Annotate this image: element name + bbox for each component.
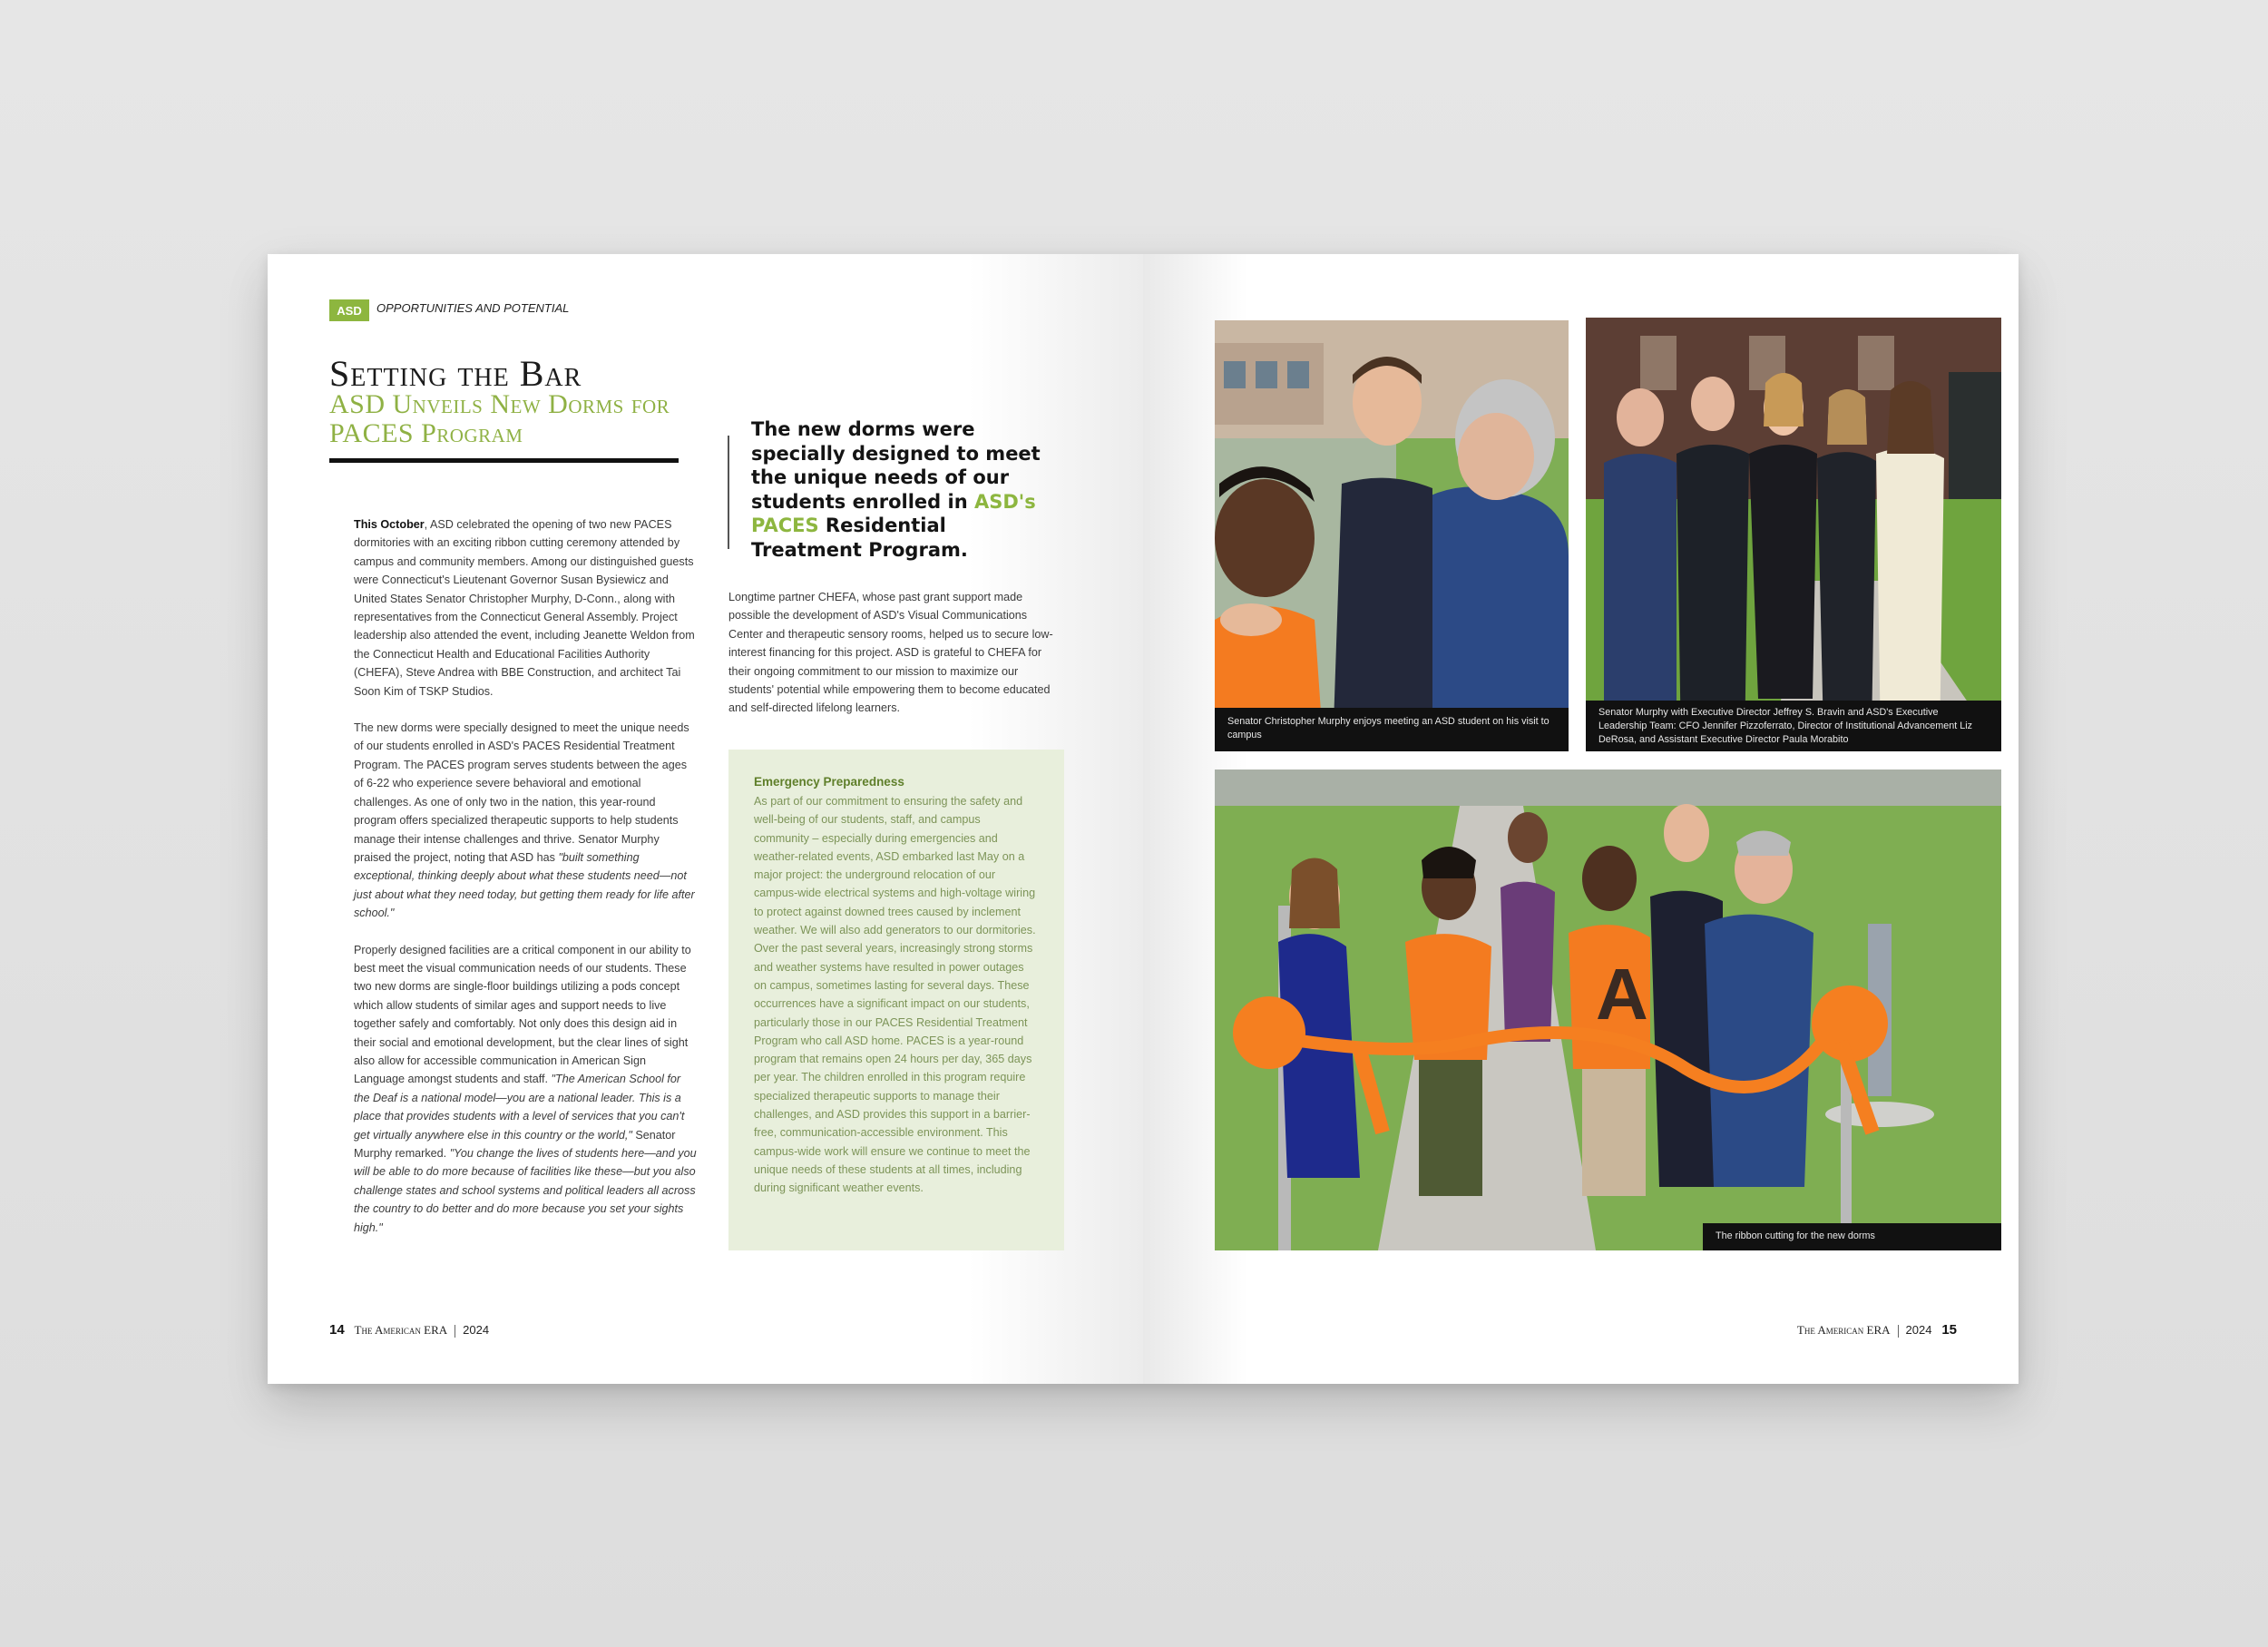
- pull-quote-highlight: ASD's PACES: [751, 490, 1036, 536]
- publication-name: The American ERA: [354, 1323, 448, 1337]
- right-page: [1143, 254, 2019, 1384]
- left-page: [268, 254, 1143, 1384]
- photo-senator-student: [1215, 320, 1569, 751]
- pull-quote-bar: [728, 436, 729, 549]
- article-title: Setting the Bar: [329, 353, 582, 394]
- body-column-2: Longtime partner CHEFA, whose past grant support made possible the development of ASD's Visual Communications Center and therapeutic sensory rooms, helped us to secure low-interest financing for this project. ASD is grateful to CHEFA for their ongoing commitment to our mission to maximize our students' potential while empowering them to become educated and self-directed lifelong learners.: [728, 591, 1053, 715]
- page-number: 15: [1941, 1322, 1957, 1338]
- photo-leadership-group-image: [1586, 318, 2001, 751]
- publication-year: 2024: [1905, 1323, 1932, 1337]
- body-column-1: [354, 515, 699, 1255]
- body-text: Properly designed facilities are a critical component in our ability to best meet the visual communication needs of our students. These two new dorms are single-floor buildings utilizing a pods concept which allow students of similar ages and support needs to live together safely and comfortably. Not only does this design aid in their social and emotional development, but the clear lines of sight also allow for accessible communication in American Sign Language amongst students and staff.: [354, 943, 691, 1086]
- page-number: 14: [329, 1322, 345, 1338]
- sidebar-heading: Emergency Preparedness: [754, 775, 904, 789]
- body-paragraph-3: [354, 941, 699, 1238]
- photo-senator-student-image: [1215, 320, 1569, 751]
- section-tag: ASD: [329, 299, 369, 321]
- lead-in: This October: [354, 518, 425, 531]
- quote-text: "The American School for the Deaf is a national model—you are a national leader. This is a place that provides students with a level of services that you can't get virtually anywhere else in this country or the world,": [354, 1073, 685, 1142]
- right-footer: [1797, 1322, 1957, 1338]
- body-paragraph-2: [354, 719, 699, 922]
- photo-caption: Senator Murphy with Executive Director Jeffrey S. Bravin and ASD's Executive Leadership Team: CFO Jennifer Pizzoferrato, Director of Institutional Advancement Liz DeRosa, and Assistant Executive Director Paula Morabito: [1586, 701, 2001, 751]
- article-subtitle: ASD Unveils New Dorms for PACES Program: [329, 389, 670, 448]
- photo-caption: Senator Christopher Murphy enjoys meeting an ASD student on his visit to campus: [1215, 708, 1569, 751]
- publication-year: 2024: [463, 1323, 490, 1337]
- photo-caption: The ribbon cutting for the new dorms: [1703, 1223, 2001, 1250]
- section-label: OPPORTUNITIES AND POTENTIAL: [376, 301, 570, 315]
- body-text: , ASD celebrated the opening of two new PACES dormitories with an exciting ribbon cutting ceremony attended by campus and community members. Among our distinguished guests were Connecticut's Lieutenant Governor Susan Bysiewicz and United States Senator Christopher Murphy, D-Conn., along with representatives from the Connecticut General Assembly. Project leadership also attended the event, including Jeanette Weldon from the Connecticut Health and Educational Facilities Authority (CHEFA), Steve Andrea with BBE Construction, and architect Tai Soon Kim of TSKP Studios.: [354, 518, 695, 698]
- left-footer: [329, 1322, 489, 1338]
- pull-quote: [751, 417, 1051, 562]
- svg-text:A: A: [1596, 954, 1648, 1034]
- photo-ribbon-cutting-image: [1215, 770, 2001, 1250]
- body-paragraph-1: [354, 515, 699, 701]
- body-text: The new dorms were specially designed to meet the unique needs of our students enrolled in ASD's PACES Residential Treatment Program. The PACES program serves students between the ages of 6-22 who experience severe behavioral and emotional challenges. As one of only two in the nation, this year-round program offers specialized therapeutic supports to help students manage their intense challenges and thrive. Senator Murphy praised the project, noting that ASD has: [354, 721, 689, 864]
- pull-quote-text: Residential Treatment Program.: [751, 515, 968, 561]
- sidebar-text: As part of our commitment to ensuring the safety and well-being of our students, staff, and campus community – especially during emergencies and weather-related events, ASD embarked last May on a major project: the underground relocation of our campus-wide electrical systems and high-voltage wiring to protect against downed trees caused by inclement weather. We will also add generators to our dormitories. Over the past several years, increasingly strong storms and weather systems have resulted in power outages on campus, sometimes lasting for several days. These occurrences have a significant impact on our students, particularly those in our PACES Residential Treatment Program who call ASD home. PACES is a year-round program that remains open 24 hours per day, 365 days per year. The children enrolled in this program require specialized therapeutic supports to manage their challenges, and ASD provides this support in a barrier-free, communication-accessible environment. This campus-wide work will ensure we continue to meet the unique needs of these students at all times, including during significant weather events.: [754, 795, 1036, 1195]
- emergency-sidebar: [728, 750, 1064, 1250]
- photo-leadership-group: [1586, 318, 2001, 751]
- magazine-spread: [268, 254, 2019, 1384]
- publication-name: The American ERA: [1796, 1323, 1891, 1337]
- body-text: Senator Murphy remarked.: [354, 1128, 676, 1160]
- photo-ribbon-cutting: [1215, 770, 2001, 1250]
- title-rule: [329, 458, 679, 463]
- quote-text: "You change the lives of students here—and you will be able to do more because of facilities like these—but you also challenge states and school systems and political leaders all across the country to do better and do more because you set your sights high.": [354, 1147, 697, 1234]
- footer-divider: [1898, 1325, 1899, 1338]
- quote-text: "built something exceptional, thinking deeply about what these students need—not just about what they need today, but getting them ready for life after school.": [354, 850, 695, 920]
- pull-quote-text: The new dorms were specially designed to meet the unique needs of our students enrolled in: [751, 418, 1041, 513]
